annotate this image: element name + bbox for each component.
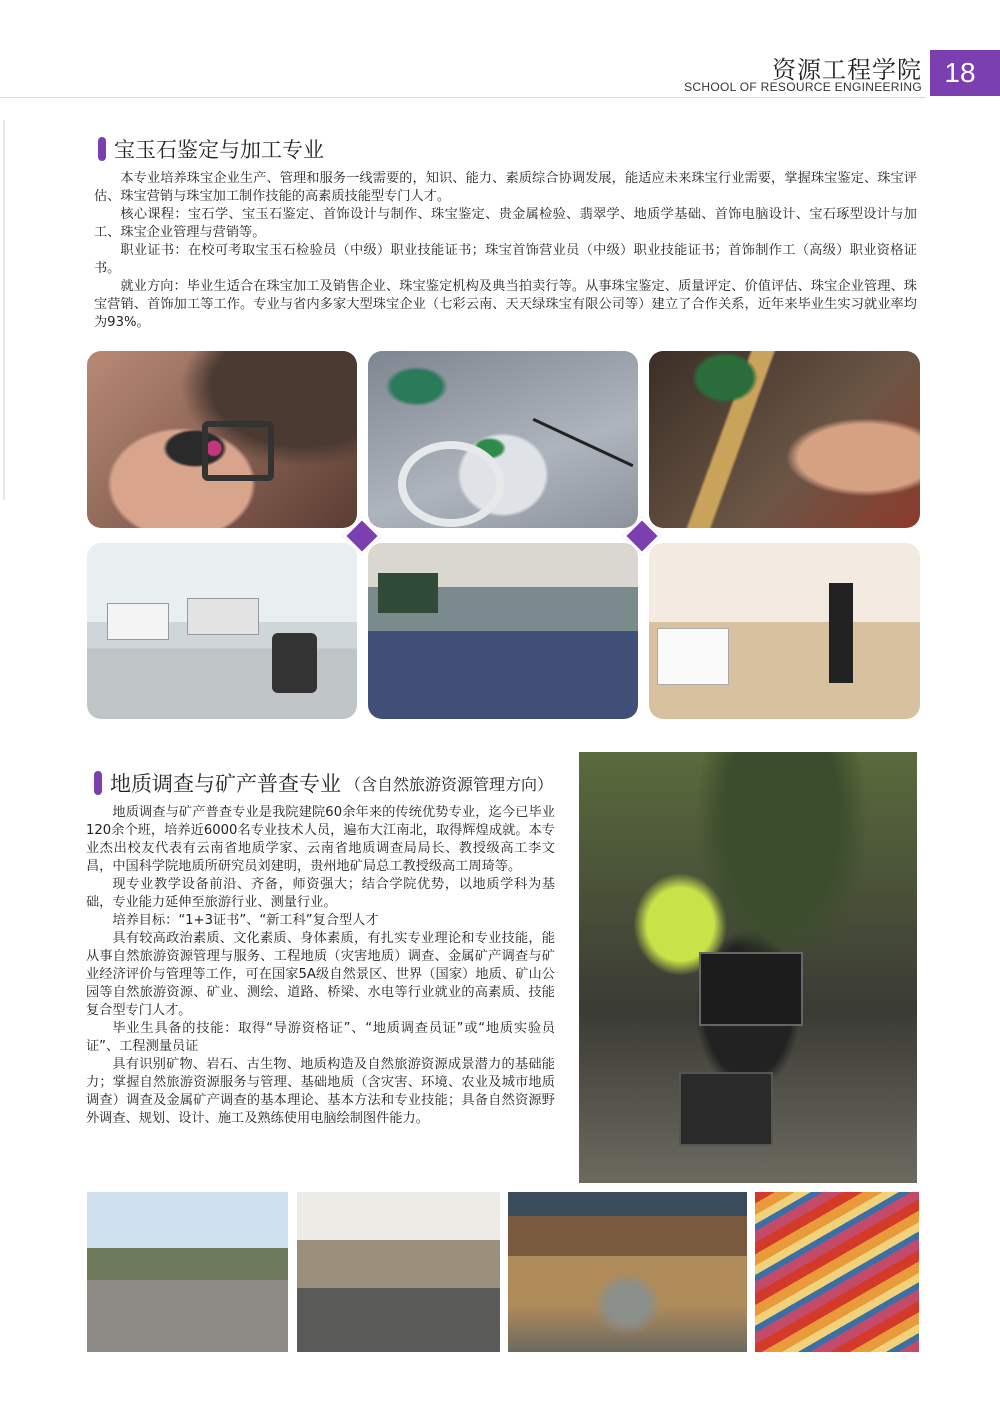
section2-title: 地质调查与矿产普查专业 bbox=[110, 772, 341, 796]
section2-paragraph: 具有识别矿物、岩石、古生物、地质构造及自然旅游资源成景潜力的基础能力；掌握自然旅游资源服务与管理、基础地质（含灾害、环境、农业及城市地质调查）调查及金属矿产调查的基本理论、基本方法和专业技能；具备自然资源野外调查、规划、设计、施工及熟练使用电脑绘制图件能力。 bbox=[86, 1057, 555, 1126]
instrument-shape bbox=[187, 598, 259, 635]
section2-body bbox=[86, 804, 555, 1128]
ring-sketch-shape bbox=[398, 441, 504, 527]
museum-visit-photo bbox=[297, 1192, 500, 1352]
section1-paragraph: 职业证书：在校可考取宝玉石检验员（中级）职业技能证书；珠宝首饰营业员（中级）职业技能证书；首饰制作工（高级）职业资格证书。 bbox=[94, 243, 917, 276]
section2-heading bbox=[94, 768, 553, 798]
section2-paragraph: 具有较高政治素质、文化素质、身体素质，有扎实专业理论和专业技能，能从事自然旅游资源管理与服务、工程地质（灾害地质）调查、金属矿产调查与矿业经济评价与管理等工作，可在国家5A级自然景区、世界（国家）地质、矿山公园等自然旅游资源、矿业、测绘、道路、桥梁、水电等行业就业的高素质、技能复合型专门人才。 bbox=[86, 931, 555, 1018]
field-trip-photo bbox=[87, 1192, 288, 1352]
jewelry-crafting-photo bbox=[649, 351, 920, 528]
gem-loupe-photo bbox=[87, 351, 357, 528]
section1-paragraph: 核心课程：宝石学、宝玉石鉴定、首饰设计与制作、珠宝鉴定、贵金属检验、翡翠学、地质学基础、首饰电脑设计、宝石琢型设计与加工、珠宝企业管理与营销等。 bbox=[94, 207, 917, 240]
section1-body bbox=[94, 170, 917, 332]
section1-paragraph: 本专业培养珠宝企业生产、管理和服务一线需要的，知识、能力、素质综合协调发展，能适应未来珠宝行业需要，掌握珠宝鉴定、珠宝评估、珠宝营销与珠宝加工制作技能的高素质技能型专门人才。 bbox=[94, 171, 917, 204]
section1-paragraph: 就业方向：毕业生适合在珠宝加工及销售企业、珠宝鉴定机构及典当拍卖行等。从事珠宝鉴定、质量评定、价值评估、珠宝企业管理、珠宝营销、首饰加工等工作。专业与省内多家大型珠宝企业（七彩云南、天天绿珠宝有限公司等）建立了合作关系，近年来毕业生实习就业率均为93%。 bbox=[94, 279, 917, 330]
college-subtitle: SCHOOL OF RESOURCE ENGINEERING bbox=[684, 80, 922, 94]
jewelry-design-photo bbox=[368, 351, 638, 528]
microscope-shape bbox=[829, 583, 853, 683]
section2-paragraph: 地质调查与矿产普查专业是我院建院60余年来的传统优势专业，迄今已毕业120余个班，培养近6000名专业技术人员，遍布大江南北，取得辉煌成就。本专业杰出校友代表有云南省地质学家、云南省地质调查局局长、教授级高工李文昌，中国科学院地质所研究员刘建明，贵州地矿局总工教授级高工周琦等。 bbox=[86, 805, 555, 874]
section2-paragraph: 毕业生具备的技能：取得“导游资格证”、“地质调查员证”或“地质实验员证”、工程测量员证 bbox=[86, 1021, 555, 1054]
section2-paragraph: 现专业教学设备前沿、齐备，师资强大；结合学院优势，以地质学科为基础，专业能力延伸至旅游行业、测量行业。 bbox=[86, 877, 555, 910]
device-box-shape bbox=[657, 628, 729, 685]
left-margin-rule bbox=[3, 120, 5, 500]
page-number: 18 bbox=[944, 57, 976, 88]
section1-marker bbox=[98, 137, 106, 161]
blackboard-shape bbox=[378, 573, 438, 613]
page-number-box bbox=[930, 50, 1000, 96]
workshop-classroom-photo bbox=[368, 543, 638, 719]
section1-heading bbox=[98, 134, 324, 164]
open-pit-mine-photo bbox=[508, 1192, 747, 1352]
field-laptop-shape bbox=[679, 1072, 773, 1146]
field-instrument-shape bbox=[699, 952, 803, 1026]
section2-paragraph: 培养目标：“1+3证书”、“新工科”复合型人才 bbox=[112, 913, 379, 928]
header-divider bbox=[0, 97, 926, 98]
college-title: 资源工程学院 bbox=[772, 56, 922, 84]
section2-marker bbox=[94, 771, 102, 795]
section2-subtitle: （含自然旅游资源管理方向） bbox=[345, 774, 554, 794]
section1-title: 宝玉石鉴定与加工专业 bbox=[114, 138, 324, 162]
field-survey-photo bbox=[579, 752, 917, 1183]
microscope-equipment-photo bbox=[649, 543, 920, 719]
rainbow-mountains-photo bbox=[755, 1192, 919, 1352]
instrument-lab-photo bbox=[87, 543, 357, 719]
loupe-shape bbox=[202, 421, 274, 481]
tweezers-shape bbox=[533, 418, 634, 467]
chair-shape bbox=[272, 633, 317, 693]
instrument-shape bbox=[107, 603, 169, 640]
